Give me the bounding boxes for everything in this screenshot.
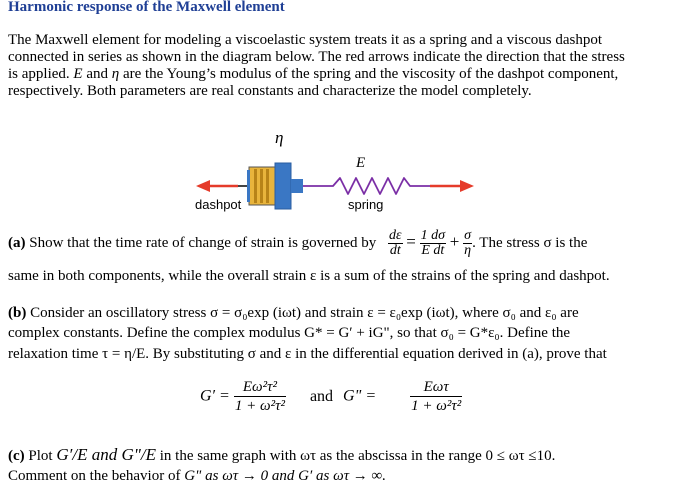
fraction-denominator: 1 + ω²τ²	[411, 398, 462, 414]
dashpot-icon	[247, 163, 303, 209]
part-a-line-1	[8, 227, 587, 258]
symbol-E: E	[73, 66, 83, 82]
part-c-text-1b: G′/E and G"/E	[56, 445, 156, 464]
fraction-denominator: 1 + ω²τ²	[234, 398, 285, 414]
g-double-prime-fraction	[410, 378, 462, 415]
part-c-text-1a: Plot	[28, 448, 53, 464]
part-b-text-1: Consider an oscillatory stress σ = σ₀exp (iωt) and strain ε = ε₀exp (iωt), where σ₀ and ε₀ are	[30, 305, 579, 321]
intro-line-1: The Maxwell element for modeling a viscoelastic system treats it as a spring and a viscous dashpot	[8, 32, 603, 48]
part-c-text-2a: Comment on the behavior of	[8, 468, 181, 484]
fraction-denominator: dt	[389, 243, 401, 259]
g-prime-lhs: G′ =	[200, 387, 230, 405]
intro-line-3-b: and	[86, 66, 108, 82]
part-b-line-3: relaxation time τ = η/E. By substituting σ and ε in the differential equation derived in (a), prove that	[8, 346, 607, 362]
intro-line-2: connected in series as shown in the diagram below. The red arrows indicate the direction that the stress	[8, 49, 625, 65]
diagram-E-label: E	[356, 155, 366, 171]
spring-label: spring	[348, 197, 384, 212]
plus-sign: +	[449, 232, 460, 251]
equals-sign: =	[406, 232, 416, 251]
and-word: and	[309, 387, 334, 405]
symbol-eta: η	[111, 66, 120, 82]
part-a-text-1: Show that the time rate of change of strain is governed by	[29, 235, 377, 251]
intro-line-3-a: is applied.	[8, 66, 70, 82]
intro-line-3	[8, 66, 618, 83]
part-b-line-2: complex constants. Define the complex modulus G* = G′ + iG", so that σ₀ = G*ε₀. Define the	[8, 325, 571, 341]
fraction-numerator: 1 dσ	[420, 228, 446, 244]
part-a-text-2: . The stress σ is the	[472, 235, 588, 251]
fraction-dsigma-dt	[420, 229, 446, 258]
fraction-denominator: η	[464, 243, 472, 259]
fraction-sigma-eta	[463, 229, 472, 258]
fraction-numerator: σ	[464, 228, 472, 244]
right-arrow-icon	[430, 180, 474, 192]
intro-line-4: respectively. Both parameters are real constants and characterize the model completely.	[8, 83, 532, 99]
part-c-text-1c: in the same graph with ωτ as the abscissa in the range 0 ≤ ωτ ≤10.	[159, 448, 556, 464]
fraction-numerator: Eω²τ²	[234, 378, 286, 397]
diagram-eta-label: η	[275, 128, 284, 147]
fraction-de-dt	[388, 229, 403, 258]
part-a-line-2: same in both components, while the overall strain ε is a sum of the strains of the spring and dashpot.	[8, 268, 610, 284]
fraction-numerator: Eωτ	[410, 378, 462, 397]
part-b-line-1	[8, 305, 579, 322]
part-c-line-1	[8, 446, 555, 465]
part-b-prefix: (b)	[8, 305, 27, 321]
g-prime-fraction	[234, 378, 286, 415]
part-c-prefix: (c)	[8, 448, 25, 464]
dashpot-label: dashpot	[195, 197, 242, 212]
intro-line-3-c: are the Young’s modulus of the spring and the viscosity of the dashpot component,	[122, 66, 619, 82]
left-arrow-icon	[196, 180, 238, 192]
fraction-numerator: dε	[389, 228, 402, 244]
modulus-equations	[200, 378, 462, 415]
g-double-prime-lhs: G" =	[343, 387, 377, 405]
part-a-prefix: (a)	[8, 235, 26, 251]
spring-icon	[303, 178, 430, 194]
part-c-line-2	[8, 468, 386, 485]
page-title: Harmonic response of the Maxwell element	[8, 0, 285, 15]
part-c-text-2b: G" as ωτ → 0 and G′ as ωτ → ∞.	[184, 468, 387, 484]
fraction-denominator: E dt	[421, 243, 445, 259]
